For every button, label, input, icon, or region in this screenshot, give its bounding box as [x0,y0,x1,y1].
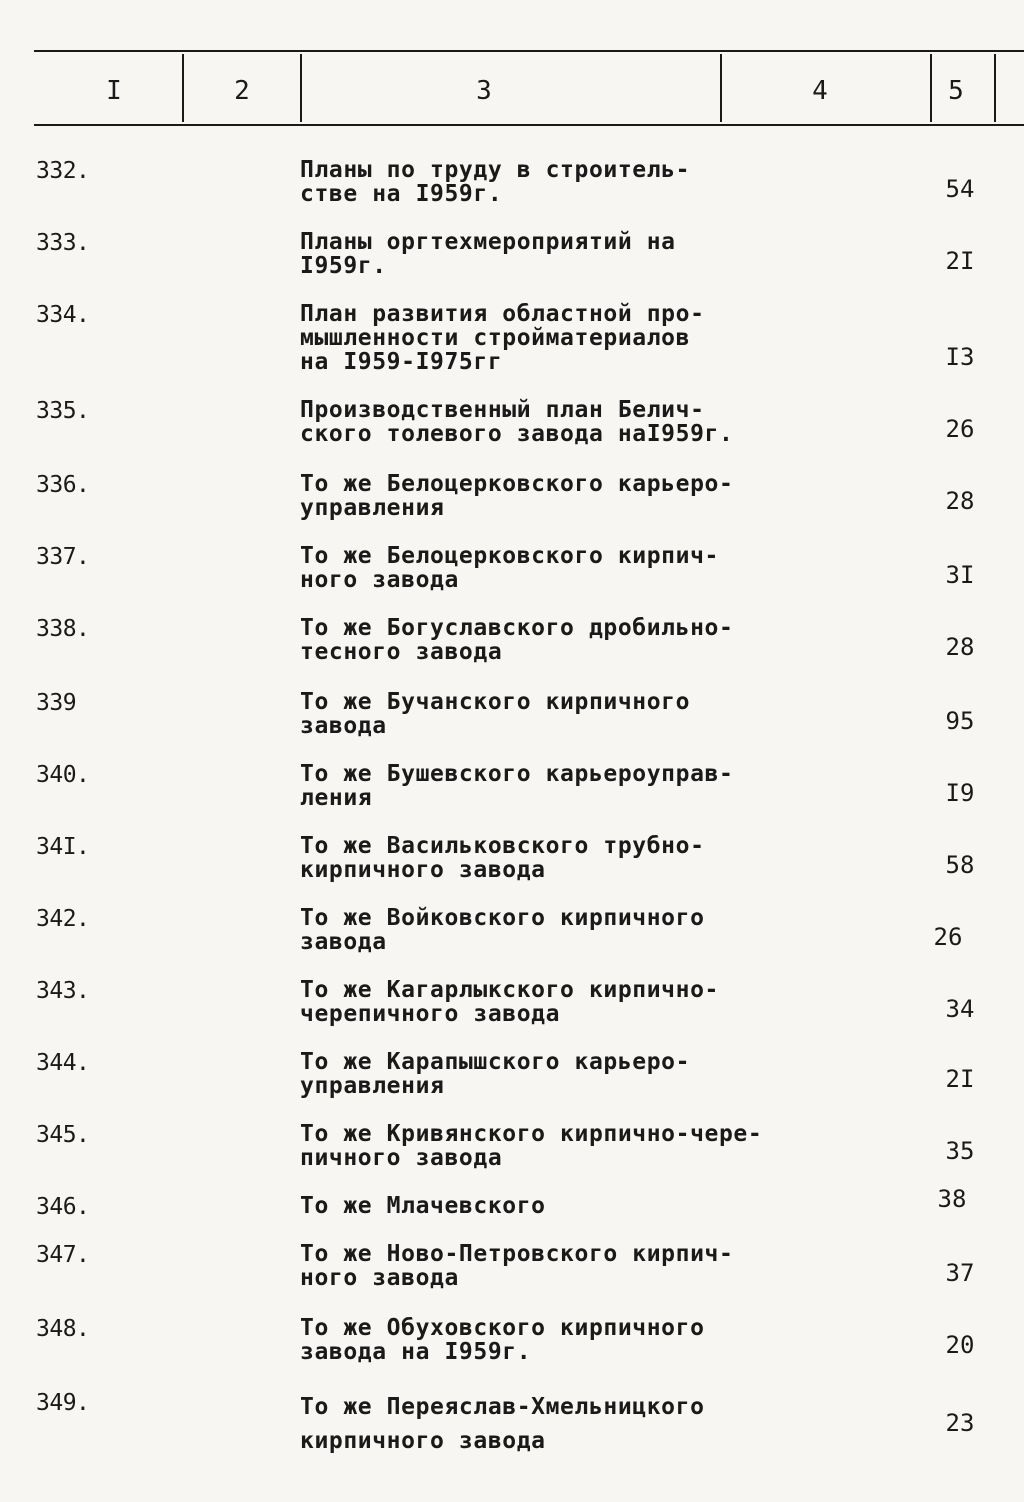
row-sheet-count: 3I [945,561,975,589]
row-number: 334. [36,302,90,328]
row-sheet-count: 95 [945,707,975,735]
row-title: Планы оргтехмероприятий на I959г. [300,229,676,279]
row-title: То же Карапышского карьеро- управления [300,1049,691,1099]
row-title: То же Войковского кирпичного завода [300,905,705,955]
row-number: 349. [36,1390,90,1416]
row-number: 337. [36,544,90,570]
column-header-5: 5 [948,76,964,106]
row-title: То же Кривянского кирпично-чере- пичного завода [300,1121,763,1171]
row-number: 333. [36,230,90,256]
row-title: То же Кагарлыкского кирпично- черепичного завода [300,977,719,1027]
row-sheet-count: 28 [945,633,975,661]
row-number: 332. [36,158,90,184]
column-header-3: 3 [476,76,492,106]
row-sheet-count: 26 [933,923,963,951]
row-title: То же Бушевского карьероуправ- ления [300,761,734,811]
row-title: То же Ново-Петровского кирпич- ного завода [300,1241,734,1291]
row-title: Планы по труду в строитель- стве на I959г. [300,157,691,207]
row-title: То же Обуховского кирпичного завода на I959г. [300,1315,705,1365]
row-number: 339 [36,690,77,716]
row-number: 342. [36,906,90,932]
row-number: 344. [36,1050,90,1076]
row-sheet-count: 38 [937,1185,967,1213]
row-title: То же Переяслав-Хмельницкого кирпичного завода [300,1394,705,1454]
row-sheet-count: I9 [945,779,975,807]
row-number: 338. [36,616,90,642]
row-sheet-count: 2I [945,247,975,275]
row-number: 347. [36,1242,90,1268]
row-title: Производственный план Белич- ского толевого завода наI959г. [300,397,734,447]
row-sheet-count: I3 [945,343,975,371]
row-number: 348. [36,1316,90,1342]
column-divider [182,54,184,122]
row-number: 335. [36,398,90,424]
column-divider [994,54,996,122]
row-number: 34I. [36,834,90,860]
row-sheet-count: 20 [945,1331,975,1359]
row-sheet-count: 26 [945,415,975,443]
row-sheet-count: 34 [945,995,975,1023]
row-sheet-count: 23 [945,1409,975,1437]
row-number: 345. [36,1122,90,1148]
column-divider [720,54,722,122]
row-sheet-count: 54 [945,175,975,203]
row-title: То же Васильковского трубно- кирпичного завода [300,833,705,883]
row-title: То же Белоцерковского карьеро- управления [300,471,734,521]
row-number: 346. [36,1194,90,1220]
column-header-1: I [106,76,122,106]
row-title: То же Белоцерковского кирпич- ного завода [300,543,719,593]
row-sheet-count: 37 [945,1259,975,1287]
column-divider [930,54,932,122]
row-title: То же Богуславского дробильно- тесного завода [300,615,734,665]
row-title: План развития областной про- мышленности стройматериалов на I959-I975гг [300,301,705,375]
row-number: 343. [36,978,90,1004]
row-number: 340. [36,762,90,788]
row-title: То же Бучанского кирпичного завода [300,689,691,739]
header-bottom-rule [34,124,1024,126]
row-sheet-count: 2I [945,1065,975,1093]
column-divider [300,54,302,122]
row-title: То же Млачевского [300,1193,546,1219]
row-number: 336. [36,472,90,498]
row-sheet-count: 35 [945,1137,975,1165]
column-header-2: 2 [234,76,250,106]
row-sheet-count: 28 [945,487,975,515]
header-top-rule [34,50,1024,52]
column-header-4: 4 [812,76,828,106]
row-sheet-count: 58 [945,851,975,879]
